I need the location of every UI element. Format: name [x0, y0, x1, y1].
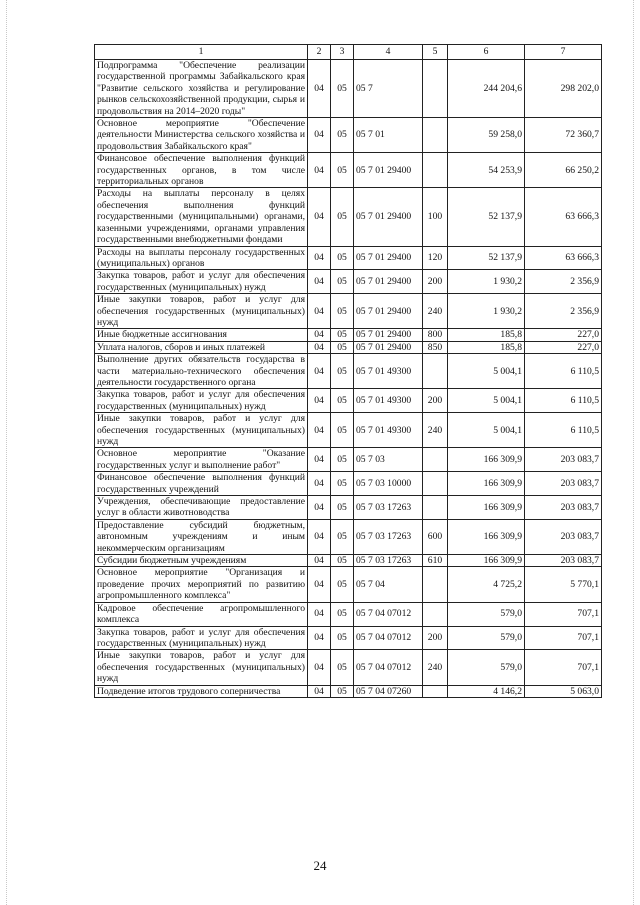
amount-col7-cell: 2 356,9 [525, 270, 602, 294]
amount-col7-cell: 203 083,7 [525, 519, 602, 554]
subsection-cell: 05 [331, 389, 354, 413]
table-row [95, 448, 602, 472]
amount-col6-cell: 5 004,1 [448, 413, 525, 448]
expense-type-cell: 240 [423, 294, 448, 329]
item-name-cell: Расходы на выплаты персоналу в целях обеспечения выполнения функций государственными (муниципальными) органами, казенными учреждениями, органами управления государственными внебюджетными фондами [95, 188, 308, 246]
amount-col6-cell: 185,8 [448, 341, 525, 353]
amount-col6-cell: 1 930,2 [448, 294, 525, 329]
table-row [95, 329, 602, 341]
item-name-cell: Иные закупки товаров, работ и услуг для обеспечения государственных (муниципальных) нужд [95, 294, 308, 329]
target-article-cell: 05 7 01 29400 [354, 329, 423, 341]
expense-type-cell: 120 [423, 246, 448, 270]
table-row [95, 294, 602, 329]
target-article-cell: 05 7 04 07012 [354, 650, 423, 685]
item-name-cell: Субсидии бюджетным учреждениям [95, 555, 308, 567]
amount-col6-cell: 59 258,0 [448, 118, 525, 153]
subsection-cell: 05 [331, 246, 354, 270]
expense-type-cell [423, 153, 448, 188]
section-cell: 04 [308, 389, 331, 413]
target-article-cell: 05 7 04 07012 [354, 626, 423, 650]
amount-col6-cell: 166 309,9 [448, 519, 525, 554]
table-row [95, 389, 602, 413]
amount-col7-cell: 5 063,0 [525, 685, 602, 697]
table-row [95, 602, 602, 626]
target-article-cell: 05 7 03 [354, 448, 423, 472]
target-article-cell: 05 7 [354, 60, 423, 118]
amount-col7-cell: 2 356,9 [525, 294, 602, 329]
expense-type-cell [423, 567, 448, 602]
expense-type-cell [423, 472, 448, 496]
table-row [95, 270, 602, 294]
table-row [95, 118, 602, 153]
item-name-cell: Финансовое обеспечение выполнения функций государственных учреждений [95, 472, 308, 496]
subsection-cell: 05 [331, 519, 354, 554]
expense-type-cell: 200 [423, 270, 448, 294]
amount-col6-cell: 166 309,9 [448, 448, 525, 472]
table-row [95, 246, 602, 270]
table-row [95, 519, 602, 554]
amount-col6-cell: 5 004,1 [448, 354, 525, 389]
target-article-cell: 05 7 03 17263 [354, 555, 423, 567]
subsection-cell: 05 [331, 602, 354, 626]
expense-type-cell: 600 [423, 519, 448, 554]
subsection-cell: 05 [331, 188, 354, 246]
item-name-cell: Предоставление субсидий бюджетным, автономным учреждениям и иным некоммерческим организациям [95, 519, 308, 554]
amount-col7-cell: 203 083,7 [525, 496, 602, 520]
amount-col7-cell: 63 666,3 [525, 188, 602, 246]
item-name-cell: Закупка товаров, работ и услуг для обеспечения государственных (муниципальных) нужд [95, 389, 308, 413]
table-row [95, 153, 602, 188]
table-row [95, 496, 602, 520]
subsection-cell: 05 [331, 294, 354, 329]
target-article-cell: 05 7 01 29400 [354, 188, 423, 246]
subsection-cell: 05 [331, 626, 354, 650]
header-cell: 5 [423, 45, 448, 60]
table-row [95, 354, 602, 389]
section-cell: 04 [308, 329, 331, 341]
section-cell: 04 [308, 650, 331, 685]
section-cell: 04 [308, 60, 331, 118]
amount-col7-cell: 203 083,7 [525, 555, 602, 567]
subsection-cell: 05 [331, 341, 354, 353]
section-cell: 04 [308, 341, 331, 353]
table-row [95, 555, 602, 567]
amount-col7-cell: 66 250,2 [525, 153, 602, 188]
expense-type-cell [423, 60, 448, 118]
subsection-cell: 05 [331, 472, 354, 496]
target-article-cell: 05 7 04 [354, 567, 423, 602]
target-article-cell: 05 7 04 07260 [354, 685, 423, 697]
table-body [95, 60, 602, 698]
table-row [95, 472, 602, 496]
section-cell: 04 [308, 413, 331, 448]
amount-col7-cell: 72 360,7 [525, 118, 602, 153]
expense-type-cell: 200 [423, 626, 448, 650]
section-cell: 04 [308, 153, 331, 188]
table-row [95, 60, 602, 118]
table-row [95, 626, 602, 650]
expense-type-cell: 610 [423, 555, 448, 567]
amount-col6-cell: 5 004,1 [448, 389, 525, 413]
expense-type-cell [423, 496, 448, 520]
left-page-edge [6, 0, 7, 905]
item-name-cell: Иные закупки товаров, работ и услуг для обеспечения государственных (муниципальных) нужд [95, 650, 308, 685]
item-name-cell: Закупка товаров, работ и услуг для обеспечения государственных (муниципальных) нужд [95, 626, 308, 650]
amount-col6-cell: 166 309,9 [448, 496, 525, 520]
item-name-cell: Подпрограмма "Обеспечение реализации государственной программы Забайкальского края "Развитие сельского хозяйства и регулирование рынков сельскохозяйственной продукции, сырья и продовольствия на 2014–2020 годы" [95, 60, 308, 118]
header-cell: 4 [354, 45, 423, 60]
target-article-cell: 05 7 01 29400 [354, 341, 423, 353]
section-cell: 04 [308, 270, 331, 294]
amount-col6-cell: 166 309,9 [448, 555, 525, 567]
section-cell: 04 [308, 448, 331, 472]
amount-col7-cell: 203 083,7 [525, 448, 602, 472]
section-cell: 04 [308, 188, 331, 246]
amount-col7-cell: 707,1 [525, 650, 602, 685]
item-name-cell: Расходы на выплаты персоналу государственных (муниципальных) органов [95, 246, 308, 270]
amount-col6-cell: 1 930,2 [448, 270, 525, 294]
item-name-cell: Финансовое обеспечение выполнения функций государственных органов, в том числе территориальных органов [95, 153, 308, 188]
amount-col7-cell: 6 110,5 [525, 389, 602, 413]
item-name-cell: Основное мероприятие "Обеспечение деятельности Министерства сельского хозяйства и продовольствия Забайкальского края" [95, 118, 308, 153]
subsection-cell: 05 [331, 496, 354, 520]
section-cell: 04 [308, 354, 331, 389]
section-cell: 04 [308, 567, 331, 602]
subsection-cell: 05 [331, 118, 354, 153]
target-article-cell: 05 7 01 [354, 118, 423, 153]
amount-col7-cell: 63 666,3 [525, 246, 602, 270]
target-article-cell: 05 7 01 49300 [354, 389, 423, 413]
expense-type-cell: 240 [423, 413, 448, 448]
target-article-cell: 05 7 03 10000 [354, 472, 423, 496]
amount-col7-cell: 707,1 [525, 602, 602, 626]
item-name-cell: Иные бюджетные ассигнования [95, 329, 308, 341]
table-row [95, 341, 602, 353]
expense-type-cell: 240 [423, 650, 448, 685]
item-name-cell: Закупка товаров, работ и услуг для обеспечения государственных (муниципальных) нужд [95, 270, 308, 294]
subsection-cell: 05 [331, 685, 354, 697]
target-article-cell: 05 7 03 17263 [354, 496, 423, 520]
item-name-cell: Уплата налогов, сборов и иных платежей [95, 341, 308, 353]
target-article-cell: 05 7 04 07012 [354, 602, 423, 626]
expense-type-cell [423, 354, 448, 389]
amount-col6-cell: 52 137,9 [448, 246, 525, 270]
item-name-cell: Основное мероприятие "Оказание государственных услуг и выполнение работ" [95, 448, 308, 472]
expense-type-cell: 850 [423, 341, 448, 353]
subsection-cell: 05 [331, 448, 354, 472]
section-cell: 04 [308, 294, 331, 329]
subsection-cell: 05 [331, 567, 354, 602]
amount-col7-cell: 5 770,1 [525, 567, 602, 602]
expense-type-cell: 100 [423, 188, 448, 246]
header-cell: 1 [95, 45, 308, 60]
table-row [95, 413, 602, 448]
target-article-cell: 05 7 01 49300 [354, 413, 423, 448]
section-cell: 04 [308, 519, 331, 554]
subsection-cell: 05 [331, 153, 354, 188]
subsection-cell: 05 [331, 329, 354, 341]
amount-col6-cell: 244 204,6 [448, 60, 525, 118]
section-cell: 04 [308, 118, 331, 153]
item-name-cell: Основное мероприятие "Организация и проведение прочих мероприятий по развитию агропромышленного комплекса" [95, 567, 308, 602]
target-article-cell: 05 7 01 29400 [354, 246, 423, 270]
amount-col7-cell: 227,0 [525, 341, 602, 353]
subsection-cell: 05 [331, 60, 354, 118]
amount-col6-cell: 52 137,9 [448, 188, 525, 246]
amount-col7-cell: 6 110,5 [525, 354, 602, 389]
expense-type-cell: 200 [423, 389, 448, 413]
section-cell: 04 [308, 626, 331, 650]
header-cell: 6 [448, 45, 525, 60]
subsection-cell: 05 [331, 413, 354, 448]
table-header-row [95, 45, 602, 60]
right-page-edge [633, 0, 634, 905]
table-row [95, 567, 602, 602]
subsection-cell: 05 [331, 650, 354, 685]
item-name-cell: Подведение итогов трудового соперничества [95, 685, 308, 697]
amount-col6-cell: 54 253,9 [448, 153, 525, 188]
amount-col7-cell: 227,0 [525, 329, 602, 341]
header-cell: 7 [525, 45, 602, 60]
section-cell: 04 [308, 555, 331, 567]
section-cell: 04 [308, 496, 331, 520]
amount-col6-cell: 4 146,2 [448, 685, 525, 697]
expense-type-cell [423, 448, 448, 472]
target-article-cell: 05 7 01 29400 [354, 270, 423, 294]
section-cell: 04 [308, 246, 331, 270]
item-name-cell: Выполнение других обязательств государства в части материально-технического обеспечения деятельности государственного органа [95, 354, 308, 389]
target-article-cell: 05 7 01 49300 [354, 354, 423, 389]
target-article-cell: 05 7 01 29400 [354, 294, 423, 329]
item-name-cell: Кадровое обеспечение агропромышленного комплекса [95, 602, 308, 626]
section-cell: 04 [308, 472, 331, 496]
item-name-cell: Учреждения, обеспечивающие предоставление услуг в области животноводства [95, 496, 308, 520]
subsection-cell: 05 [331, 270, 354, 294]
budget-table [94, 44, 602, 698]
page-number: 24 [313, 858, 327, 873]
table-row [95, 685, 602, 697]
amount-col7-cell: 6 110,5 [525, 413, 602, 448]
amount-col7-cell: 707,1 [525, 626, 602, 650]
table-row [95, 188, 602, 246]
section-cell: 04 [308, 602, 331, 626]
section-cell: 04 [308, 685, 331, 697]
amount-col6-cell: 166 309,9 [448, 472, 525, 496]
amount-col6-cell: 4 725,2 [448, 567, 525, 602]
expense-type-cell: 800 [423, 329, 448, 341]
item-name-cell: Иные закупки товаров, работ и услуг для обеспечения государственных (муниципальных) нужд [95, 413, 308, 448]
amount-col6-cell: 579,0 [448, 650, 525, 685]
amount-col6-cell: 185,8 [448, 329, 525, 341]
header-cell: 3 [331, 45, 354, 60]
table-row [95, 650, 602, 685]
expense-type-cell [423, 685, 448, 697]
subsection-cell: 05 [331, 354, 354, 389]
header-cell: 2 [308, 45, 331, 60]
amount-col6-cell: 579,0 [448, 602, 525, 626]
expense-type-cell [423, 602, 448, 626]
expense-type-cell [423, 118, 448, 153]
target-article-cell: 05 7 01 29400 [354, 153, 423, 188]
subsection-cell: 05 [331, 555, 354, 567]
amount-col7-cell: 203 083,7 [525, 472, 602, 496]
amount-col6-cell: 579,0 [448, 626, 525, 650]
target-article-cell: 05 7 03 17263 [354, 519, 423, 554]
amount-col7-cell: 298 202,0 [525, 60, 602, 118]
